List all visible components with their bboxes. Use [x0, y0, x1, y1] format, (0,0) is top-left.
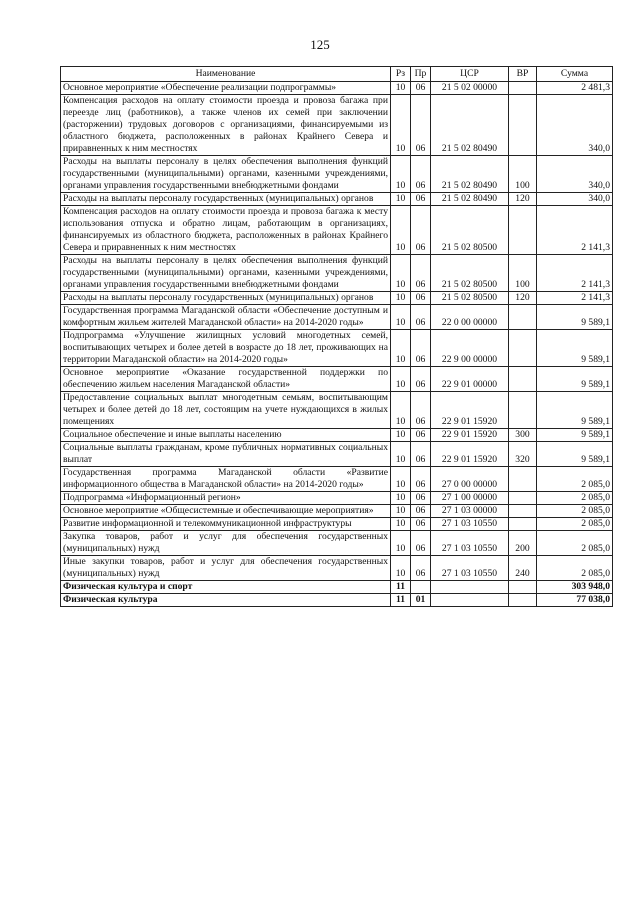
- row-pr: 06: [411, 518, 431, 531]
- table-row: [61, 330, 613, 367]
- page-number: 125: [310, 37, 330, 52]
- row-vr: [509, 505, 537, 518]
- row-csr: 21 5 02 80490: [431, 193, 509, 206]
- row-sum: 340,0: [537, 156, 613, 193]
- table-row: [61, 594, 613, 607]
- row-pr: 06: [411, 292, 431, 305]
- row-sum: 2 085,0: [537, 467, 613, 492]
- row-pr: 06: [411, 206, 431, 255]
- table-row: [61, 429, 613, 442]
- row-vr: [509, 95, 537, 156]
- row-pr: 06: [411, 193, 431, 206]
- table-row: [61, 82, 613, 95]
- row-csr: 27 1 00 00000: [431, 492, 509, 505]
- table-row: [61, 292, 613, 305]
- row-name: Подпрограмма «Информационный регион»: [61, 492, 391, 505]
- row-rz: 10: [391, 206, 411, 255]
- row-pr: [411, 581, 431, 594]
- row-vr: 200: [509, 531, 537, 556]
- table-row: [61, 255, 613, 292]
- row-rz: 10: [391, 518, 411, 531]
- row-csr: 21 5 02 80490: [431, 95, 509, 156]
- row-csr: 22 9 00 00000: [431, 330, 509, 367]
- column-header-name: Наименование: [61, 67, 391, 82]
- row-pr: 06: [411, 429, 431, 442]
- row-csr: 27 1 03 00000: [431, 505, 509, 518]
- row-name: Развитие информационной и телекоммуникационной инфраструктуры: [61, 518, 391, 531]
- row-name: Основное мероприятие «Обеспечение реализации подпрограммы»: [61, 82, 391, 95]
- row-pr: 06: [411, 305, 431, 330]
- table-row: [61, 442, 613, 467]
- table-row: [61, 518, 613, 531]
- row-name: Социальное обеспечение и иные выплаты населению: [61, 429, 391, 442]
- row-csr: 22 9 01 15920: [431, 392, 509, 429]
- row-vr: [509, 206, 537, 255]
- row-rz: 10: [391, 330, 411, 367]
- row-sum: 2 481,3: [537, 82, 613, 95]
- row-sum: 77 038,0: [537, 594, 613, 607]
- row-sum: 2 085,0: [537, 556, 613, 581]
- row-pr: 06: [411, 82, 431, 95]
- row-rz: 10: [391, 531, 411, 556]
- row-name: Физическая культура: [61, 594, 391, 607]
- row-vr: [509, 305, 537, 330]
- row-vr: 100: [509, 255, 537, 292]
- row-rz: 10: [391, 193, 411, 206]
- row-rz: 10: [391, 82, 411, 95]
- row-sum: 340,0: [537, 193, 613, 206]
- row-name: Расходы на выплаты персоналу государственных (муниципальных) органов: [61, 292, 391, 305]
- row-name: Основное мероприятие «Общесистемные и обеспечивающие мероприятия»: [61, 505, 391, 518]
- row-name: Компенсация расходов на оплату стоимости проезда и провоза багажа при переезде лиц (работников), а также членов их семей при заключении (расторжении) трудовых договоров с организациями, финансируемыми из областного бюджета, расположенных в районах Крайнего Севера и приравненных к ним местностях: [61, 95, 391, 156]
- table-row: [61, 156, 613, 193]
- row-rz: 10: [391, 442, 411, 467]
- row-pr: 06: [411, 156, 431, 193]
- row-vr: 240: [509, 556, 537, 581]
- column-header-csr: ЦСР: [431, 67, 509, 82]
- row-sum: 2 141,3: [537, 206, 613, 255]
- row-rz: 10: [391, 492, 411, 505]
- row-sum: 303 948,0: [537, 581, 613, 594]
- table-row: [61, 206, 613, 255]
- column-header-rz: Рз: [391, 67, 411, 82]
- row-rz: 10: [391, 505, 411, 518]
- row-name: Основное мероприятие «Оказание государственной поддержки по обеспечению жильем населения Магаданской области»: [61, 367, 391, 392]
- row-sum: 340,0: [537, 95, 613, 156]
- column-header-vr: ВР: [509, 67, 537, 82]
- row-sum: 2 085,0: [537, 492, 613, 505]
- row-sum: 2 085,0: [537, 505, 613, 518]
- row-sum: 9 589,1: [537, 392, 613, 429]
- row-csr: 22 9 01 15920: [431, 429, 509, 442]
- row-name: Социальные выплаты гражданам, кроме публичных нормативных социальных выплат: [61, 442, 391, 467]
- row-pr: 06: [411, 556, 431, 581]
- row-pr: 06: [411, 531, 431, 556]
- row-vr: 320: [509, 442, 537, 467]
- row-name: Расходы на выплаты персоналу государственных (муниципальных) органов: [61, 193, 391, 206]
- row-name: Расходы на выплаты персоналу в целях обеспечения выполнения функций государственными (муниципальными) органами, казенными учреждениями, органами управления государственными внебюджетными фондами: [61, 156, 391, 193]
- row-vr: [509, 330, 537, 367]
- row-rz: 11: [391, 581, 411, 594]
- table-row: [61, 531, 613, 556]
- row-csr: 22 9 01 15920: [431, 442, 509, 467]
- row-pr: 06: [411, 95, 431, 156]
- row-csr: 27 1 03 10550: [431, 518, 509, 531]
- row-pr: 06: [411, 367, 431, 392]
- table-row: [61, 193, 613, 206]
- row-rz: 10: [391, 467, 411, 492]
- row-vr: [509, 82, 537, 95]
- table-row: [61, 581, 613, 594]
- row-vr: 120: [509, 292, 537, 305]
- row-csr: 21 5 02 80490: [431, 156, 509, 193]
- row-name: Иные закупки товаров, работ и услуг для обеспечения государственных (муниципальных) нужд: [61, 556, 391, 581]
- row-csr: 21 5 02 80500: [431, 255, 509, 292]
- row-rz: 10: [391, 95, 411, 156]
- row-name: Компенсация расходов на оплату стоимости проезда и провоза багажа к месту использования отпуска и обратно лицам, работающим в организациях, финансируемых из областного бюджета, расположенных в районах Крайнего Севера и приравненных к ним местностях: [61, 206, 391, 255]
- row-rz: 10: [391, 255, 411, 292]
- row-name: Физическая культура и спорт: [61, 581, 391, 594]
- row-pr: 06: [411, 392, 431, 429]
- row-vr: [509, 367, 537, 392]
- row-sum: 9 589,1: [537, 367, 613, 392]
- row-vr: [509, 467, 537, 492]
- row-name: Предоставление социальных выплат многодетным семьям, воспитывающим четырех и более детей до 18 лет, состоящим на учете нуждающихся в жилых помещениях: [61, 392, 391, 429]
- table-row: [61, 305, 613, 330]
- table-row: [61, 467, 613, 492]
- row-vr: [509, 581, 537, 594]
- row-csr: 21 5 02 80500: [431, 206, 509, 255]
- row-sum: 9 589,1: [537, 429, 613, 442]
- row-sum: 9 589,1: [537, 305, 613, 330]
- table-row: [61, 492, 613, 505]
- row-pr: 01: [411, 594, 431, 607]
- row-csr: 21 5 02 80500: [431, 292, 509, 305]
- row-csr: 27 0 00 00000: [431, 467, 509, 492]
- row-name: Государственная программа Магаданской области «Обеспечение доступным и комфортным жильем жителей Магаданской области» на 2014-2020 годы»: [61, 305, 391, 330]
- row-csr: 27 1 03 10550: [431, 556, 509, 581]
- row-pr: 06: [411, 255, 431, 292]
- row-name: Закупка товаров, работ и услуг для обеспечения государственных (муниципальных) нужд: [61, 531, 391, 556]
- row-csr: 22 0 00 00000: [431, 305, 509, 330]
- row-pr: 06: [411, 442, 431, 467]
- row-csr: [431, 581, 509, 594]
- table-row: [61, 95, 613, 156]
- row-pr: 06: [411, 505, 431, 518]
- row-vr: [509, 492, 537, 505]
- table-row: [61, 367, 613, 392]
- row-csr: 21 5 02 00000: [431, 82, 509, 95]
- column-header-pr: Пр: [411, 67, 431, 82]
- row-csr: 27 1 03 10550: [431, 531, 509, 556]
- row-sum: 2 141,3: [537, 255, 613, 292]
- row-sum: 9 589,1: [537, 442, 613, 467]
- budget-table: [60, 66, 613, 607]
- row-pr: 06: [411, 330, 431, 367]
- table-row: [61, 556, 613, 581]
- row-sum: 2 085,0: [537, 531, 613, 556]
- row-sum: 2 085,0: [537, 518, 613, 531]
- row-name: Государственная программа Магаданской области «Развитие информационного общества в Магаданской области» на 2014-2020 годы»: [61, 467, 391, 492]
- row-vr: [509, 392, 537, 429]
- row-rz: 11: [391, 594, 411, 607]
- row-pr: 06: [411, 467, 431, 492]
- row-csr: [431, 594, 509, 607]
- row-sum: 9 589,1: [537, 330, 613, 367]
- row-vr: 300: [509, 429, 537, 442]
- row-rz: 10: [391, 156, 411, 193]
- row-rz: 10: [391, 292, 411, 305]
- row-vr: 120: [509, 193, 537, 206]
- row-vr: 100: [509, 156, 537, 193]
- row-rz: 10: [391, 367, 411, 392]
- column-header-sum: Сумма: [537, 67, 613, 82]
- row-rz: 10: [391, 305, 411, 330]
- row-rz: 10: [391, 556, 411, 581]
- row-sum: 2 141,3: [537, 292, 613, 305]
- table-row: [61, 392, 613, 429]
- table-row: [61, 505, 613, 518]
- row-vr: [509, 518, 537, 531]
- row-name: Подпрограмма «Улучшение жилищных условий многодетных семей, воспитывающих четырех и более детей в возрасте до 18 лет, проживающих на территории Магаданской области» на 2014-2020 годы»: [61, 330, 391, 367]
- row-vr: [509, 594, 537, 607]
- row-rz: 10: [391, 392, 411, 429]
- row-name: Расходы на выплаты персоналу в целях обеспечения выполнения функций государственными (муниципальными) органами, казенными учреждениями, органами управления государственными внебюджетными фондами: [61, 255, 391, 292]
- row-rz: 10: [391, 429, 411, 442]
- row-pr: 06: [411, 492, 431, 505]
- table-header-row: [61, 67, 613, 82]
- row-csr: 22 9 01 00000: [431, 367, 509, 392]
